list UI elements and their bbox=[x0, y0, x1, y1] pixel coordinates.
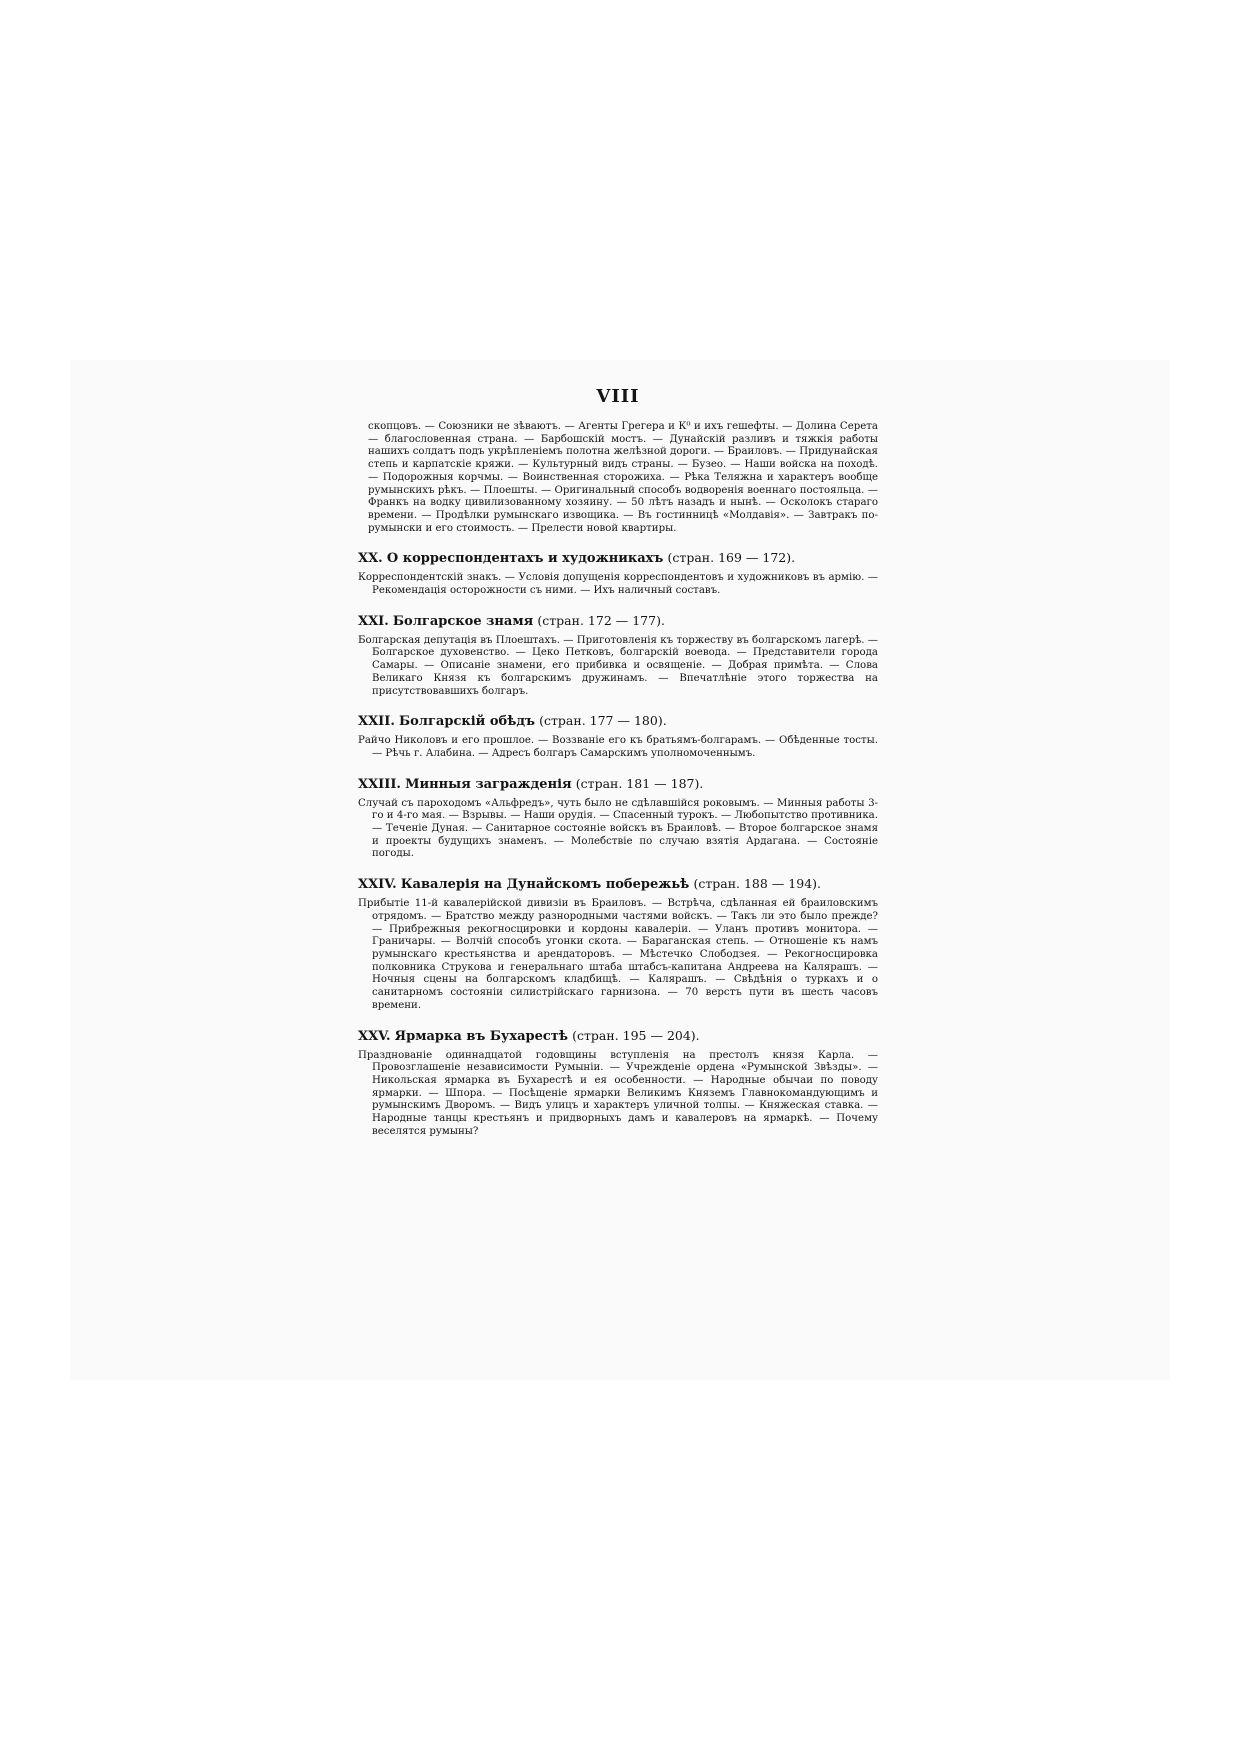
chapter-page-range: (стран. 169 — 172). bbox=[667, 550, 796, 566]
chapter-number: XXV. bbox=[358, 1028, 391, 1044]
chapter-heading bbox=[358, 775, 878, 793]
chapter-heading bbox=[358, 549, 878, 567]
chapter-title: Ярмарка въ Бухарестѣ bbox=[394, 1028, 568, 1044]
page-number: VIII bbox=[596, 386, 640, 407]
chapter-summary: Корреспондентскій знакъ. — Условія допущенія корреспондентовъ и художниковъ въ армію. — Рекомендація осторожности съ ними. — Ихъ наличный составъ. bbox=[358, 572, 878, 597]
chapter-page-range: (стран. 195 — 204). bbox=[572, 1027, 700, 1043]
chapter-number: XXIV. bbox=[358, 877, 397, 893]
toc-entry-xxv bbox=[358, 1027, 878, 1139]
book-page bbox=[358, 386, 878, 1138]
toc-entry-xxiii bbox=[358, 775, 878, 862]
chapter-title: Кавалерія на Дунайскомъ побережьѣ bbox=[400, 877, 690, 893]
chapter-number: XXI. bbox=[358, 613, 389, 629]
chapter-number: XXII. bbox=[358, 714, 395, 730]
toc-entry-xxi bbox=[358, 612, 878, 699]
chapter-heading bbox=[358, 1027, 878, 1045]
chapter-summary-continued: скопцовъ. — Союзники не зѣваютъ. — Агенты Грегера и К⁰ и ихъ гешефты. — Долина Серета — благословенная страна. — Барбошскій мостъ. — Дунайскій разливъ и тяжкія работы нашихъ солдатъ подъ укрѣпленіемъ полотна желѣзной дороги. — Браиловъ. — Придунайская степь и карпатскіе кряжи. — Культурный видъ страны. — Бузео. — Наши войска на походѣ. — Подорожныя корчмы. — Воинственная сторожиха. — Рѣка Теляжна и характеръ вообще румынскихъ рѣкъ. — Плоешты. — Оригинальный способъ водворенія военнаго постояльца. — Франкъ на водку цивилизованному хозяину. — 50 лѣтъ назадъ и нынѣ. — Осколокъ стараго времени. — Продѣлки румынскаго извощика. — Въ гостинницѣ «Молдавія». — Завтракъ по-румынски и его стоимость. — Прелести новой квартиры. bbox=[368, 421, 878, 534]
chapter-title: Болгарское знамя bbox=[392, 613, 534, 629]
toc-entry-xxiv bbox=[358, 875, 878, 1012]
chapter-summary: Прибытіе 11-й кавалерійской дивизіи въ Браиловъ. — Встрѣча, сдѣланная ей браиловскимъ отрядомъ. — Братство между разнородными частями войскъ. — Такъ ли это было прежде? — Прибрежныя рекогносцировки и кордоны кавалеріи. — Уланъ противъ монитора. — Граничары. — Волчій способъ угонки скота. — Бараганская степь. — Отношеніе къ намъ румынскаго крестьянства и арендаторовъ. — Мѣстечко Слободзея. — Рекогносцировка полковника Струкова и генеральнаго штаба штабсъ-капитана Андреева на Калярашъ. — Ночныя сцены на болгарскомъ кладбищѣ. — Калярашъ. — Свѣдѣнія о туркахъ и о санитарномъ состояніи силистрійскаго гарнизона. — 70 верстъ пути въ шесть часовъ времени. bbox=[358, 898, 878, 1011]
chapter-summary: Празднованіе одиннадцатой годовщины вступленія на престолъ князя Карла. — Провозглашеніе независимости Румыніи. — Учрежденіе ордена «Румынской Звѣзды». — Никольская ярмарка въ Бухарестѣ и ея особенности. — Народные обычаи по поводу ярмарки. — Шпора. — Посѣщеніе ярмарки Великимъ Княземъ Главнокомандующимъ и румынскимъ Дворомъ. — Видъ улицъ и характеръ уличной толпы. — Княжеская ставка. — Народные танцы крестьянъ и придворныхъ дамъ и кавалеровъ на ярмаркѣ. — Почему веселятся румыны? bbox=[358, 1049, 878, 1137]
chapter-page-range: (стран. 172 — 177). bbox=[537, 612, 665, 628]
chapter-title: Болгарскій обѣдъ bbox=[399, 714, 535, 730]
chapter-heading bbox=[358, 612, 878, 630]
chapter-page-range: (стран. 177 — 180). bbox=[539, 713, 667, 729]
chapter-page-range: (стран. 181 — 187). bbox=[575, 775, 704, 791]
chapter-number: XXIII. bbox=[358, 776, 401, 792]
chapter-heading bbox=[358, 712, 878, 730]
chapter-summary: Райчо Николовъ и его прошлое. — Воззваніе его къ братьямъ-болгарамъ. — Обѣденные тосты. — Рѣчь г. Алабина. — Адресъ болгаръ Самарскимъ уполномоченнымъ. bbox=[358, 735, 878, 759]
chapter-summary: Болгарская депутація въ Плоештахъ. — Приготовленія къ торжеству въ болгарскомъ лагерѣ. — Болгарское духовенство. — Цеко Петковъ, болгарскій воевода. — Представители города Самары. — Описаніе знамени, его прибивка и освященіе. — Добрая примѣта. — Слова Великаго Князя къ болгарскимъ дружинамъ. — Впечатлѣніе этого торжества на присутствовавшихъ болгаръ. bbox=[358, 634, 878, 697]
chapter-page-range: (стран. 188 — 194). bbox=[693, 876, 821, 892]
chapter-title: О корреспондентахъ и художникахъ bbox=[386, 551, 664, 567]
chapter-summary: Случай съ пароходомъ «Альфредъ», чуть было не сдѣлавшійся роковымъ. — Минныя работы 3-го и 4-го мая. — Взрывы. — Наши орудія. — Спасенный турокъ. — Любопытство противника. — Теченіе Дуная. — Санитарное состояніе войскъ въ Браиловѣ. — Второе болгарское знамя и проекты будущихъ знаменъ. — Молебствіе по случаю взятія Ардагана. — Состояніе погоды. bbox=[358, 797, 878, 860]
toc-entry-xx bbox=[358, 549, 878, 597]
chapter-number: XX. bbox=[358, 551, 383, 567]
toc-entry-xxii bbox=[358, 712, 878, 760]
chapter-title: Минныя загражденія bbox=[405, 776, 572, 792]
chapter-heading bbox=[358, 875, 878, 893]
